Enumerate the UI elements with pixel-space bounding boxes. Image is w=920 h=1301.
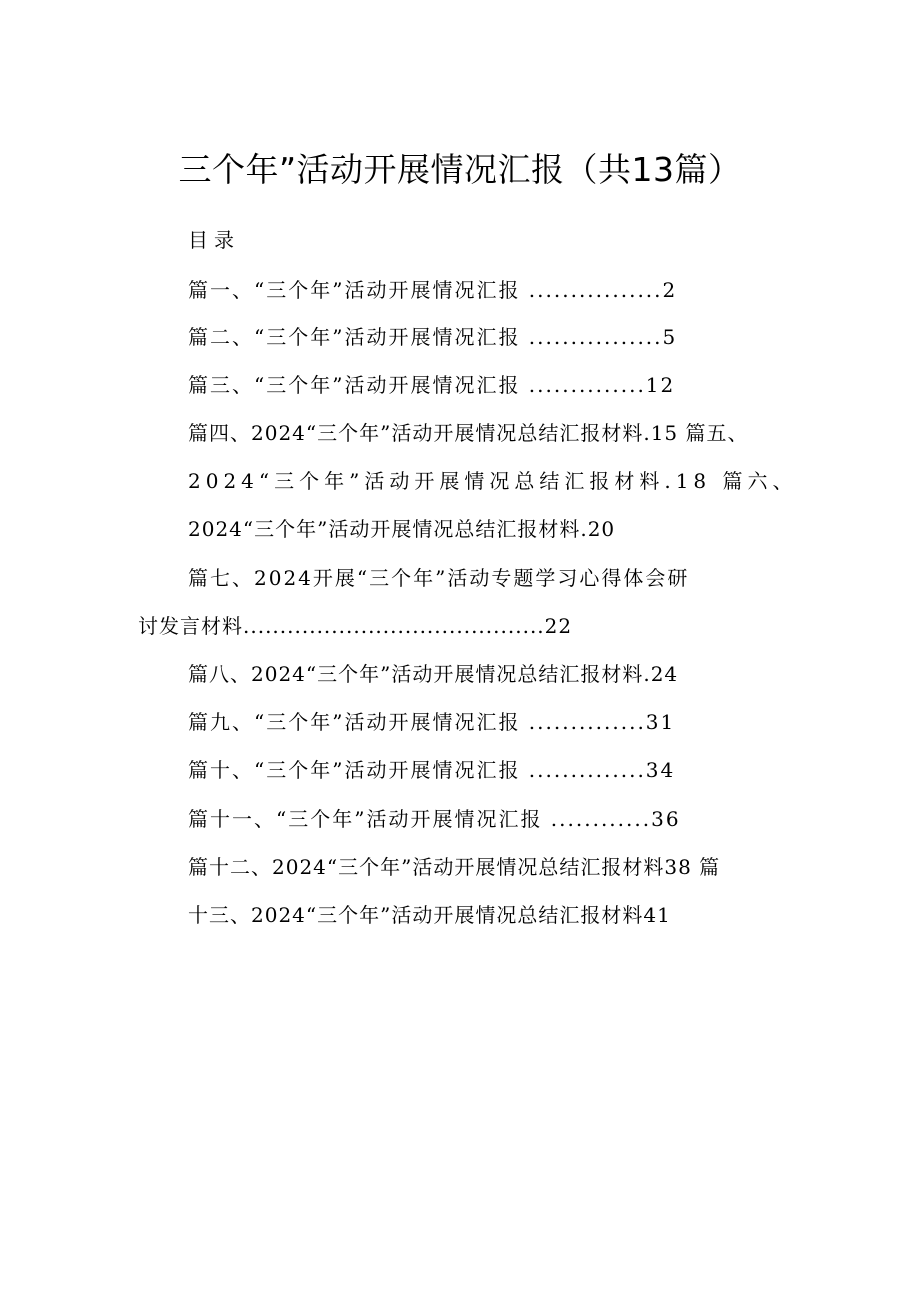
toc-line-13[interactable]: 篇十二、2024“三个年”活动开展情况总结汇报材料38 篇 [188,855,721,879]
toc-line-4[interactable]: 篇四、2024“三个年”活动开展情况总结汇报材料.15 篇五、 [188,421,749,445]
toc-line-12[interactable]: 篇十一、“三个年”活动开展情况汇报 ............36 [188,807,681,831]
toc-line-7[interactable]: 篇七、2024开展“三个年”活动专题学习心得体会研 [188,566,690,590]
toc-line-10[interactable]: 篇九、“三个年”活动开展情况汇报 ..............31 [188,710,676,734]
toc-line-1[interactable]: 篇一、“三个年”活动开展情况汇报 ................2 [188,278,678,302]
toc-line-11[interactable]: 篇十、“三个年”活动开展情况汇报 ..............34 [188,758,676,782]
toc-line-14[interactable]: 十三、2024“三个年”活动开展情况总结汇报材料41 [188,903,671,927]
toc-line-5[interactable]: 2024“三个年”活动开展情况总结汇报材料.18 篇六、 [188,469,798,493]
toc-line-2[interactable]: 篇二、“三个年”活动开展情况汇报 ................5 [188,325,678,349]
toc-line-9[interactable]: 篇八、2024“三个年”活动开展情况总结汇报材料.24 [188,662,679,686]
toc-line-6[interactable]: 2024“三个年”活动开展情况总结汇报材料.20 [188,517,616,541]
toc-line-3[interactable]: 篇三、“三个年”活动开展情况汇报 ..............12 [188,373,676,397]
page-title: 三个年”活动开展情况汇报（共13篇） [178,150,742,189]
toc-line-8[interactable]: 讨发言材料.........................................22 [138,614,573,638]
toc-heading: 目录 [188,228,240,252]
